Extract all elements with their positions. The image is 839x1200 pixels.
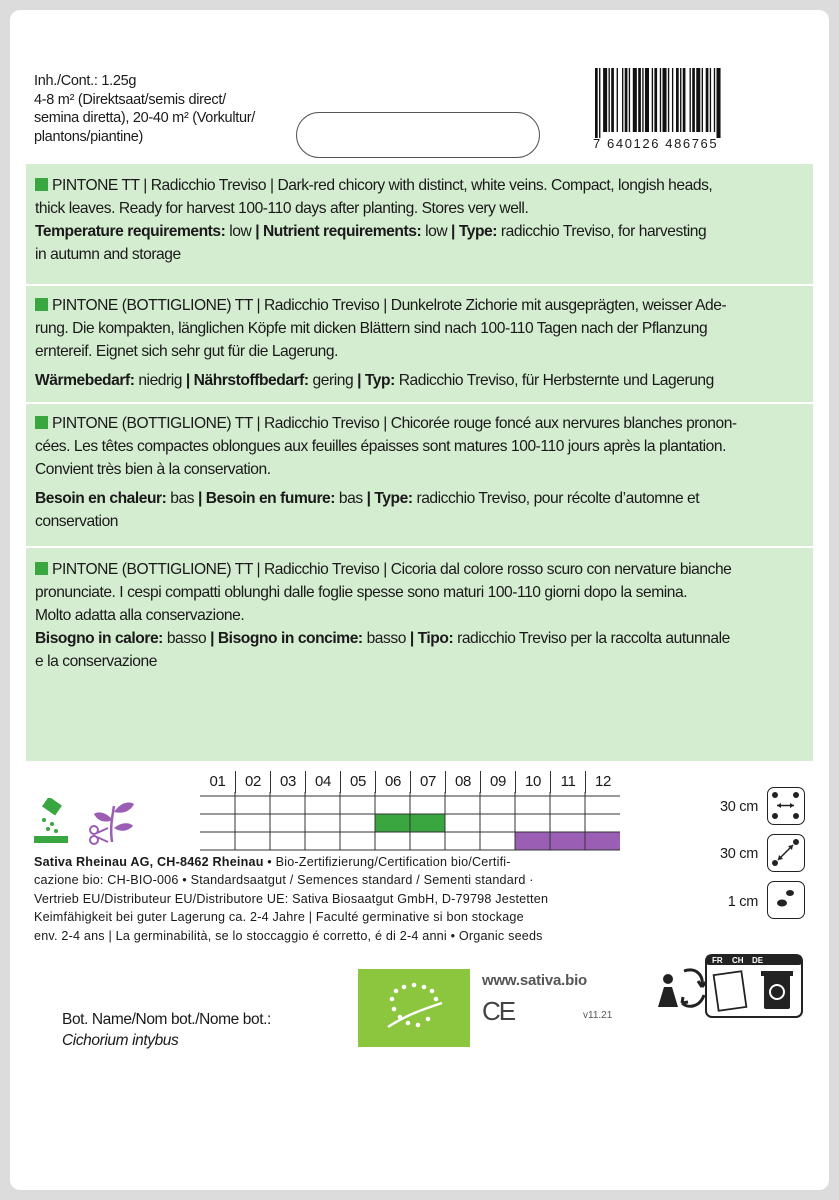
section-divider bbox=[26, 546, 813, 548]
intro-text: PINTONE (BOTTIGLIONE) TT | Radicchio Treviso | Dunkelrote Zichorie mit ausgeprägten, weisser Ade- bbox=[52, 297, 727, 314]
key-label: | Nutrient requirements: bbox=[255, 223, 422, 240]
harvest-cell bbox=[515, 832, 550, 850]
green-square-icon bbox=[35, 562, 48, 575]
country-code-ch: CH bbox=[732, 956, 744, 965]
country-code-fr: FR bbox=[712, 956, 723, 965]
month-label: 01 bbox=[209, 773, 226, 790]
barcode-bar bbox=[638, 68, 641, 132]
barcode-bar bbox=[710, 68, 711, 132]
botanical-name-block bbox=[62, 1009, 271, 1051]
key-label: | Tipo: bbox=[409, 630, 454, 647]
row-spacing-icon bbox=[767, 787, 805, 825]
key-label: | Nährstoffbedarf: bbox=[185, 372, 309, 389]
barcode-bar bbox=[652, 68, 653, 132]
country-code-de: DE bbox=[752, 956, 764, 965]
barcode-bar bbox=[680, 68, 681, 132]
calendar-months bbox=[200, 771, 620, 793]
barcode-bar bbox=[717, 68, 721, 138]
contents-line: Inh./Cont.: 1.25g bbox=[34, 73, 137, 89]
month-label: 05 bbox=[340, 771, 375, 793]
sowing-depth-label: 1 cm bbox=[727, 894, 758, 910]
key-value: bas bbox=[335, 490, 367, 507]
green-square-icon bbox=[35, 178, 48, 191]
harvest-cell bbox=[550, 832, 585, 850]
month-label: 11 bbox=[550, 771, 585, 793]
intro-text: PINTONE (BOTTIGLIONE) TT | Radicchio Treviso | Cicoria dal colore rosso scuro con nervature bianche bbox=[52, 561, 732, 578]
barcode-bar bbox=[714, 68, 715, 132]
month-label: 06 bbox=[375, 771, 410, 793]
key-label: Wärmebedarf: bbox=[35, 372, 135, 389]
intro-text: pronunciate. I cespi compatti oblunghi dalle foglie spesse sono maturi 100-110 giorni dopo la semina. bbox=[35, 584, 688, 601]
month-label: 04 bbox=[305, 771, 340, 793]
barcode-bar bbox=[609, 68, 610, 132]
intro-text: PINTONE TT | Radicchio Treviso | Dark-red chicory with distinct, white veins. Compact, longish heads, bbox=[52, 177, 713, 194]
footer-line: cazione bio: CH-BIO-006 • Standardsaatgut / Semences standard / Sementi standard · bbox=[34, 873, 534, 888]
green-square-icon bbox=[35, 298, 48, 311]
footer-line: • Bio-Zertifizierung/Certification bio/Certifi- bbox=[263, 855, 511, 869]
barcode-bar bbox=[668, 68, 669, 132]
key-value-tail: in autumn and storage bbox=[35, 246, 181, 263]
footer-line: Vertrieb EU/Distributeur EU/Distributore UE: Sativa Biosaatgut GmbH, D-79798 Jestetten bbox=[34, 891, 549, 906]
botanical-label: Bot. Name/Nom bot./Nome bot.: bbox=[62, 1011, 271, 1028]
month-label: 10 bbox=[515, 771, 550, 793]
barcode-bar bbox=[642, 68, 643, 132]
key-value: radicchio Treviso, pour récolte d’automne et bbox=[412, 490, 700, 507]
plant-spacing-icon bbox=[767, 834, 805, 872]
key-label: Temperature requirements: bbox=[35, 223, 226, 240]
barcode-bar bbox=[683, 68, 686, 132]
sowing-depth-icon bbox=[767, 881, 805, 919]
intro-text: Convient très bien à la conservation. bbox=[35, 461, 271, 478]
intro-text: Molto adatta alla conservazione. bbox=[35, 607, 245, 624]
key-label: | Besoin en fumure: bbox=[197, 490, 336, 507]
barcode-bar bbox=[690, 68, 691, 132]
barcode-bar bbox=[633, 68, 637, 132]
barcode-bar bbox=[660, 68, 661, 132]
key-value: basso bbox=[362, 630, 410, 647]
triman-icon bbox=[658, 970, 706, 1007]
hanger-slot bbox=[296, 112, 540, 158]
footer-line: Keimfähigkeit bei guter Lagerung ca. 2-4 Jahre | Faculté germinative si bon stockage bbox=[34, 910, 524, 925]
key-value: low bbox=[225, 223, 256, 240]
sowing-planting-icons bbox=[34, 798, 138, 846]
key-label: | Typ: bbox=[357, 372, 395, 389]
key-value: basso bbox=[162, 630, 211, 647]
key-value: Radicchio Treviso, für Herbsternte und Lagerung bbox=[394, 372, 714, 389]
barcode-bar bbox=[617, 68, 618, 132]
section-english bbox=[35, 174, 805, 266]
intro-text: erntereif. Eignet sich sehr gut für die Lagerung. bbox=[35, 343, 339, 360]
barcode-bar bbox=[692, 68, 695, 132]
row-spacing-label: 30 cm bbox=[720, 799, 758, 815]
barcode-bar bbox=[702, 68, 703, 132]
barcode-bar bbox=[611, 68, 614, 132]
intro-text: thick leaves. Ready for harvest 100-110 days after planting. Stores very well. bbox=[35, 200, 529, 217]
website-link[interactable]: www.sativa.bio bbox=[482, 972, 588, 989]
key-value: radicchio Treviso per la raccolta autunnale bbox=[453, 630, 730, 647]
company-name: Sativa Rheinau AG, CH-8462 Rheinau bbox=[34, 855, 264, 869]
barcode-bar bbox=[603, 68, 607, 132]
month-label: 02 bbox=[235, 771, 270, 793]
barcode-digits: 7 640126 486765 bbox=[593, 136, 719, 151]
barcode-bar bbox=[629, 68, 630, 132]
key-label: Bisogno in calore: bbox=[35, 630, 163, 647]
key-value: gering bbox=[308, 372, 358, 389]
section-french bbox=[35, 412, 805, 533]
barcode-bar bbox=[599, 68, 600, 138]
country-recycling-box bbox=[706, 955, 802, 1017]
section-divider bbox=[26, 284, 813, 286]
section-german bbox=[35, 294, 805, 392]
barcode-bar bbox=[595, 68, 598, 138]
eu-organic-logo bbox=[358, 969, 470, 1047]
month-label: 03 bbox=[270, 771, 305, 793]
month-label: 09 bbox=[480, 771, 515, 793]
seed-packet-icon bbox=[34, 798, 68, 843]
eu-leaf-stars-icon bbox=[358, 969, 470, 1047]
intro-text: cées. Les têtes compactes oblongues aux feuilles épaisses sont matures 100-110 jours après la plantation. bbox=[35, 438, 727, 455]
key-label: | Bisogno in concime: bbox=[210, 630, 363, 647]
month-label: 12 bbox=[585, 771, 620, 793]
key-value: bas bbox=[166, 490, 198, 507]
version-number: v11.21 bbox=[583, 1010, 613, 1021]
contents-line: semina diretta), 20-40 m² (Vorkultur/ bbox=[34, 110, 255, 126]
botanical-name: Cichorium intybus bbox=[62, 1032, 179, 1049]
barcode-bar bbox=[696, 68, 700, 132]
barcode-bar bbox=[654, 68, 657, 132]
barcode-bar bbox=[706, 68, 709, 132]
barcode-bar bbox=[645, 68, 649, 132]
paper-bag-icon bbox=[714, 971, 747, 1011]
footer-line: env. 2-4 ans | La germinabilità, se lo stoccaggio é corretto, é di 2-4 anni • Organic seeds bbox=[34, 928, 543, 943]
month-label: 08 bbox=[445, 771, 480, 793]
recycling-info bbox=[648, 951, 808, 1021]
sowing-cell bbox=[375, 814, 410, 832]
ce-mark: CE bbox=[482, 996, 515, 1026]
recycling-bin-icon bbox=[761, 971, 793, 1009]
sowing-cell bbox=[410, 814, 445, 832]
key-value-tail: conservation bbox=[35, 513, 119, 530]
section-italian bbox=[35, 558, 805, 673]
key-label: Besoin en chaleur: bbox=[35, 490, 167, 507]
key-value: niedrig bbox=[134, 372, 186, 389]
intro-text: PINTONE (BOTTIGLIONE) TT | Radicchio Treviso | Chicorée rouge foncé aux nervures blanches pronon- bbox=[52, 415, 737, 432]
harvest-cell bbox=[585, 832, 620, 850]
company-info bbox=[34, 853, 634, 945]
green-square-icon bbox=[35, 416, 48, 429]
contents-line: 4-8 m² (Direktsaat/semis direct/ bbox=[34, 91, 226, 108]
barcode-bar bbox=[672, 68, 673, 132]
barcode-bars bbox=[593, 68, 771, 138]
contents-info bbox=[34, 72, 284, 146]
key-value: radicchio Treviso, for harvesting bbox=[497, 223, 707, 240]
section-divider bbox=[26, 402, 813, 404]
key-value-tail: e la conservazione bbox=[35, 653, 157, 670]
barcode-bar bbox=[622, 68, 623, 132]
barcode-bar bbox=[676, 68, 679, 132]
barcode-bar bbox=[625, 68, 628, 132]
month-label: 07 bbox=[410, 771, 445, 793]
contents-line: plantons/piantine) bbox=[34, 128, 144, 145]
key-label: | Type: bbox=[366, 490, 413, 507]
key-label: | Type: bbox=[451, 223, 498, 240]
barcode-bar bbox=[663, 68, 667, 132]
intro-text: rung. Die kompakten, länglichen Köpfe mit dicken Blättern sind nach 100-110 Tagen nach der Pflanzung bbox=[35, 320, 708, 337]
key-value: low bbox=[421, 223, 452, 240]
seedling-scissors-icon bbox=[90, 802, 134, 844]
plant-spacing-label: 30 cm bbox=[720, 846, 758, 862]
